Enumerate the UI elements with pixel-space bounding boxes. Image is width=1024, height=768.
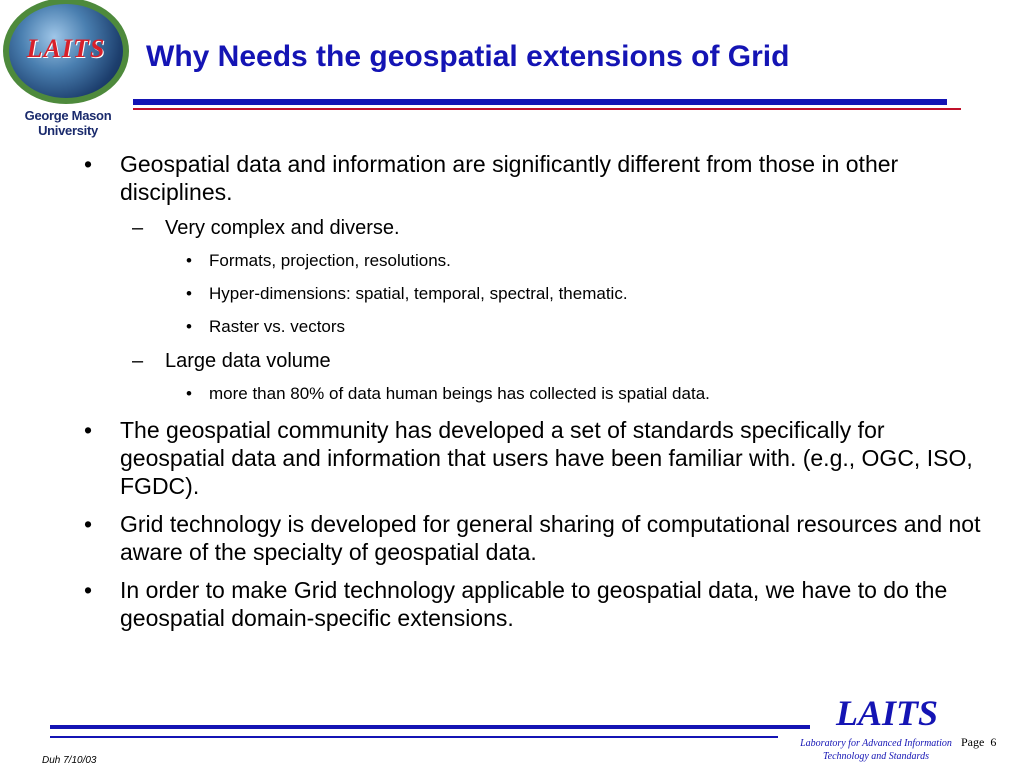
bullet-text: Very complex and diverse.	[165, 217, 400, 239]
footer-org-line2: Technology and Standards	[823, 751, 929, 762]
bullet-text: The geospatial community has developed a set of standards specifically for geospatial data and information that users have been familiar with. (e.g., OGC, ISO, FGDC).	[120, 417, 973, 499]
bullet-level1	[84, 510, 984, 566]
page-number-value: 6	[990, 735, 997, 749]
bullet-level3	[84, 316, 984, 338]
logo-text: LAITS	[26, 34, 106, 63]
bullet-level1	[84, 150, 984, 206]
bullet-marker: •	[84, 511, 93, 537]
bullet-level3	[84, 283, 984, 305]
bullet-text: In order to make Grid technology applicable to geospatial data, we have to do the geospatial domain-specific extensions.	[120, 577, 948, 631]
footer-organization	[782, 737, 970, 763]
bullet-marker: •	[84, 417, 93, 443]
bullet-marker: •	[84, 151, 93, 177]
footer-brand: LAITS	[836, 693, 939, 733]
bullet-text: Grid technology is developed for general sharing of computational resources and not aware of the specialty of geospatial data.	[120, 511, 981, 565]
footer-rule-top	[50, 725, 810, 729]
bullet-marker: •	[186, 317, 192, 336]
bullet-text: Hyper-dimensions: spatial, temporal, spectral, thematic.	[209, 284, 628, 303]
bullet-marker: •	[186, 284, 192, 303]
bullet-level3	[84, 383, 984, 405]
footer-rule-bottom	[50, 736, 778, 738]
bullet-text: Large data volume	[165, 350, 331, 372]
bullet-marker: •	[186, 251, 192, 270]
bullet-text: Raster vs. vectors	[209, 317, 346, 336]
page-number	[961, 735, 996, 750]
bullet-marker: •	[186, 384, 192, 403]
title-rule-red	[133, 108, 961, 110]
title-rule-blue	[133, 99, 947, 105]
laits-logo	[0, 0, 136, 138]
slide-title: Why Needs the geospatial extensions of Grid	[146, 40, 790, 73]
bullet-marker: –	[132, 350, 144, 372]
bullet-marker: •	[84, 577, 93, 603]
bullet-level3	[84, 250, 984, 272]
bullet-level1	[84, 416, 984, 500]
footer-org-line1: Laboratory for Advanced Information	[800, 738, 952, 749]
bullet-level1	[84, 576, 984, 632]
bullet-level2	[84, 349, 984, 373]
bullet-list	[84, 150, 984, 642]
bullet-marker: –	[132, 217, 144, 239]
logo-caption: George Mason University	[24, 108, 112, 138]
page-label: Page	[961, 735, 985, 749]
bullet-level2	[84, 216, 984, 240]
bullet-text: Formats, projection, resolutions.	[209, 251, 451, 270]
bullet-text: more than 80% of data human beings has collected is spatial data.	[209, 384, 710, 403]
bullet-text: Geospatial data and information are significantly different from those in other disciplines.	[120, 151, 899, 205]
footer-date: Duh 7/10/03	[42, 755, 97, 766]
